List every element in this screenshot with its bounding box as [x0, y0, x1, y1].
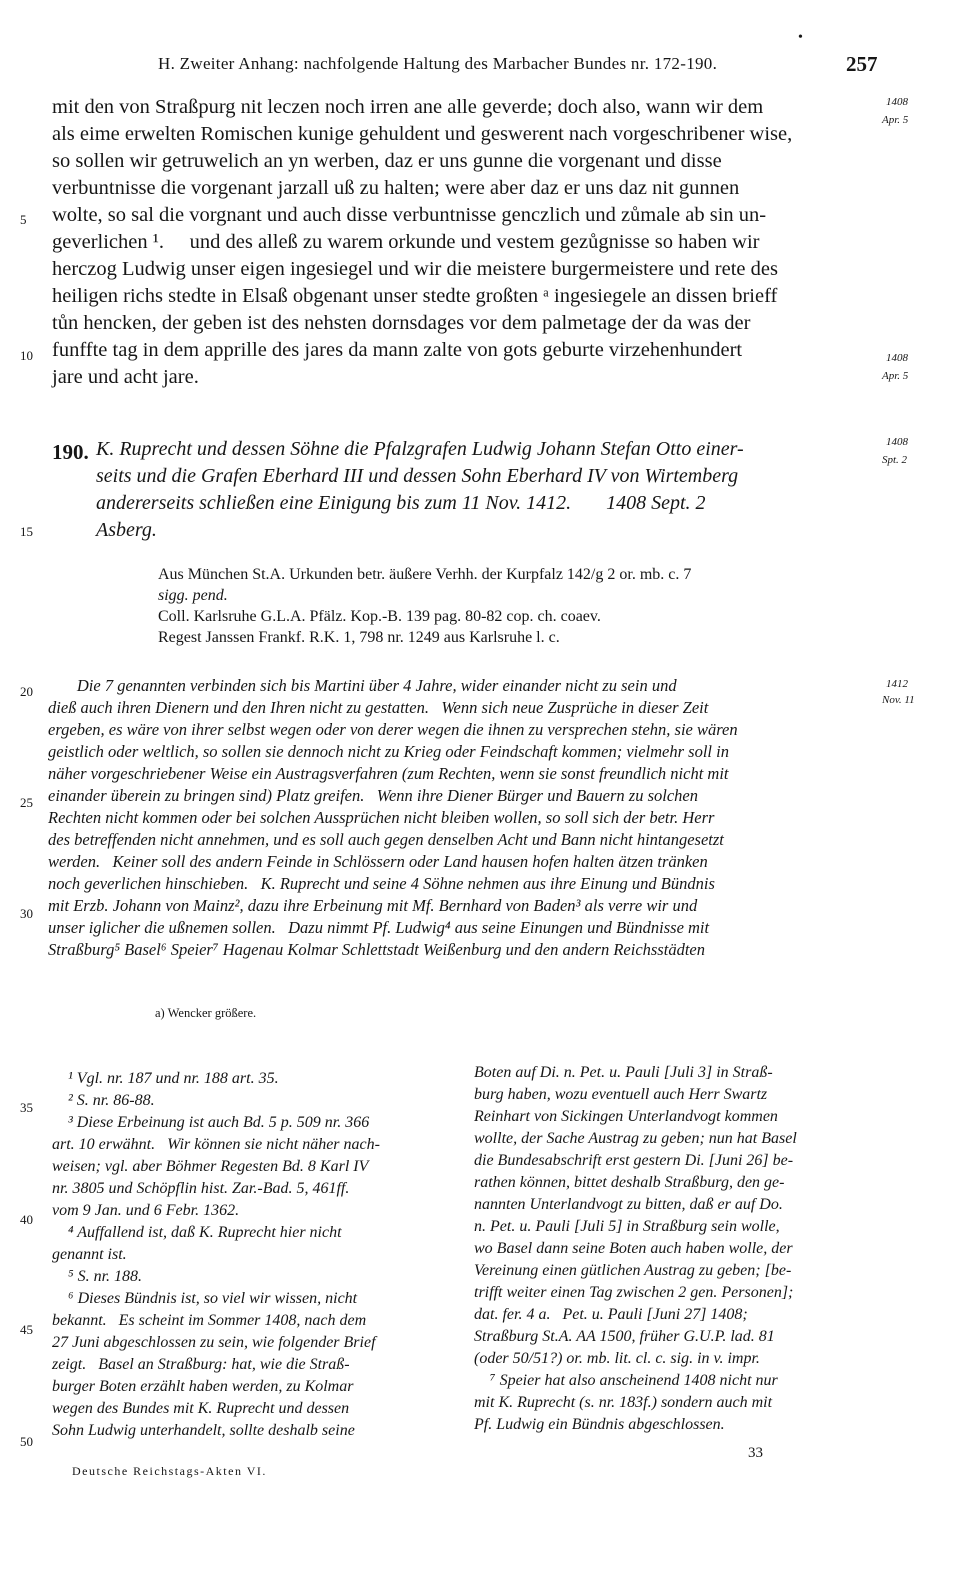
body-line: jare und acht jare.	[52, 366, 199, 388]
footnote-line: art. 10 erwähnt. Wir können sie nicht näher nach-	[52, 1136, 380, 1153]
body-line: heiligen richs stedte in Elsaß obgenant unser stedte großten ᵃ ingesiegele an dissen brieff	[52, 285, 778, 307]
summary-line: des betreffenden nicht annehmen, und es soll auch gegen denselben Acht und Bann nicht hintangesetzt	[48, 830, 724, 849]
line-number: 25	[20, 795, 33, 810]
body-line: wolte, so sal die vorgnant und auch disse verbuntnisse genczlich und zůmale ab sin un-	[52, 204, 767, 226]
summary-line: Die 7 genannten verbinden sich bis Martini über 4 Jahre, wider einander nicht zu sein und	[48, 676, 677, 695]
margin-year: 1408	[886, 436, 908, 448]
summary-line: Straßburg⁵ Basel⁶ Speier⁷ Hagenau Kolmar Schlettstadt Weißenburg und den andern Reichsstädten	[48, 940, 705, 959]
footnote-line: burg haben, wozu eventuell auch Herr Swartz	[474, 1086, 768, 1103]
section-heading-line: andererseits schließen eine Einigung bis zum 11 Nov. 1412. 1408 Sept. 2	[96, 492, 706, 514]
summary-line: geistlich oder weltlich, so sollen sie dennoch nicht zu Krieg oder Feindschaft kommen; vielmehr soll in	[48, 742, 729, 761]
line-number: 50	[20, 1434, 33, 1449]
footnote-line: dat. fer. 4 a. Pet. u. Pauli [Juni 27] 1408;	[474, 1306, 748, 1323]
footnote-line: Straßburg St.A. AA 1500, früher G.U.P. lad. 81	[474, 1328, 775, 1345]
footnote-line: burger Boten erzählt haben werden, zu Kolmar	[52, 1378, 354, 1395]
footnote-line: ⁷ Speier hat also anscheinend 1408 nicht nur	[474, 1372, 778, 1389]
footnote-line: ⁵ S. nr. 188.	[52, 1268, 143, 1285]
footnote-line: vom 9 Jan. und 6 Febr. 1362.	[52, 1202, 240, 1219]
margin-date: Apr. 5	[882, 370, 909, 382]
body-line: funffte tag in dem apprille des jares da mann zalte von gots geburte virzehenhundert	[52, 339, 743, 361]
line-number: 20	[20, 684, 33, 699]
footnote-line: Vereinung einen gütlichen Austrag zu geben; [be-	[474, 1262, 792, 1279]
body-line: so sollen wir getruwelich an yn werben, daz er uns gunne die vorgenant und disse	[52, 150, 722, 172]
margin-year: 1408	[886, 352, 908, 364]
margin-date: Nov. 11	[882, 694, 915, 706]
footnote-line: ³ Diese Erbeinung ist auch Bd. 5 p. 509 nr. 366	[52, 1114, 370, 1131]
section-heading-line: Asberg.	[96, 519, 157, 541]
line-number: 10	[20, 348, 33, 363]
summary-line: ergeben, es wäre von ihrer selbst wegen oder von derer wegen die ihnen zu versprechen stehn, sie wären	[48, 720, 738, 739]
running-header: H. Zweiter Anhang: nachfolgende Haltung des Marbacher Bundes nr. 172-190.	[158, 54, 718, 73]
section-number: 190.	[52, 440, 89, 464]
footnote-line: die Bundesabschrift erst gestern Di. [Juni 26] be-	[474, 1152, 794, 1169]
line-number: 30	[20, 906, 33, 921]
footnote-line: wollte, der Sache Austrag zu geben; nun hat Basel	[474, 1130, 797, 1147]
footnote-line: genannt ist.	[52, 1246, 127, 1263]
body-line: als eime erwelten Romischen kunige gehuldent und geswerent nach vorgeschribener wise,	[52, 123, 793, 145]
footnote-line: zeigt. Basel an Straßburg: hat, wie die Straß-	[52, 1356, 350, 1373]
footnote-line: ¹ Vgl. nr. 187 und nr. 188 art. 35.	[52, 1070, 279, 1087]
line-number: 40	[20, 1212, 33, 1227]
footnote-line: ² S. nr. 86-88.	[52, 1092, 155, 1109]
margin-year: 1412	[886, 678, 908, 690]
footnote-line: bekannt. Es scheint im Sommer 1408, nach dem	[52, 1312, 367, 1329]
footnote-line: n. Pet. u. Pauli [Juli 5] in Straßburg sein wolle,	[474, 1218, 780, 1235]
footnote-line: Boten auf Di. n. Pet. u. Pauli [Juli 3] in Straß-	[474, 1064, 773, 1081]
page-number: 257	[846, 52, 878, 76]
summary-line: werden. Keiner soll des andern Feinde in Schlössern oder Land hausen hofen halten ätzen tränken	[48, 852, 708, 871]
source-line: sigg. pend.	[158, 587, 228, 604]
margin-date: Apr. 5	[882, 114, 909, 126]
footnote-line: 27 Juni abgeschlossen zu sein, wie folgender Brief	[52, 1334, 376, 1351]
margin-year: 1408	[886, 96, 908, 108]
variant-note: a) Wencker größere.	[155, 1006, 257, 1020]
source-line: Coll. Karlsruhe G.L.A. Pfälz. Kop.-B. 139 pag. 80-82 cop. ch. coaev.	[158, 608, 601, 625]
summary-line: einander überein zu bringen sind) Platz greifen. Wenn ihre Diener Bürger und Bauern zu solchen	[48, 786, 698, 805]
summary-line: unser iglicher die ußnemen sollen. Dazu nimmt Pf. Ludwig⁴ aus seine Einungen und Bündnisse mit	[48, 918, 710, 937]
line-number: 35	[20, 1100, 33, 1115]
summary-line: dieß auch ihren Dienern und den Ihren nicht zu gestatten. Wenn sich neue Zusprüche in dieser Zeit	[48, 698, 709, 717]
body-line: verbuntnisse die vorgenant jarzall uß zu halten; were aber daz er uns daz nit gunnen	[52, 177, 740, 199]
footnote-line: wegen des Bundes mit K. Ruprecht und dessen	[52, 1400, 350, 1417]
page-mark: •	[798, 30, 803, 45]
section-heading-line: seits und die Grafen Eberhard III und dessen Sohn Eberhard IV von Wirtemberg	[96, 465, 739, 487]
body-line: mit den von Straßpurg nit leczen noch irren ane alle geverde; doch also, wann wir dem	[52, 96, 764, 118]
footnote-line: (oder 50/51?) or. mb. lit. cl. c. sig. in v. impr.	[474, 1350, 760, 1367]
section-heading-line: K. Ruprecht und dessen Söhne die Pfalzgrafen Ludwig Johann Stefan Otto einer-	[96, 438, 744, 460]
line-number: 45	[20, 1322, 33, 1337]
source-line: Aus München St.A. Urkunden betr. äußere Verhh. der Kurpfalz 142/g 2 or. mb. c. 7	[158, 566, 692, 583]
summary-line: Rechten nicht kommen oder bei solchen Aussprüchen nicht bleiben wollen, so soll sich der betr. Herr	[48, 808, 715, 827]
footnote-line: Pf. Ludwig ein Bündnis abgeschlossen.	[474, 1416, 725, 1433]
footnote-line: nannten Unterlandvogt zu bitten, daß er auf Do.	[474, 1196, 783, 1213]
line-number: 5	[20, 212, 27, 227]
footnote-line: Reinhart von Sickingen Unterlandvogt kommen	[474, 1108, 778, 1125]
margin-date: Spt. 2	[882, 454, 908, 466]
source-line: Regest Janssen Frankf. R.K. 1, 798 nr. 1249 aus Karlsruhe l. c.	[158, 629, 560, 646]
signature-mark: 33	[748, 1445, 763, 1461]
summary-line: noch geverlichen hinschieben. K. Ruprecht und seine 4 Söhne nehmen aus ihre Einung und Bündnis	[48, 874, 715, 893]
body-line: geverlichen ¹. und des alleß zu warem orkunde und vestem gezůgnisse so haben wir	[52, 231, 760, 253]
summary-line: mit Erzb. Johann von Mainz², dazu ihre Erbeinung mit Mf. Bernhard von Baden³ als verre wir und	[48, 896, 698, 915]
footnote-line: weisen; vgl. aber Böhmer Regesten Bd. 8 Karl IV	[52, 1158, 369, 1175]
footnote-line: trifft weiter einen Tag zwischen 2 gen. Personen];	[474, 1284, 794, 1301]
footer-series-title: Deutsche Reichstags-Akten VI.	[72, 1464, 267, 1478]
body-line: tůn hencken, der geben ist des nehsten dornsdages vor dem palmetage der da was der	[52, 312, 751, 334]
footnote-line: Sohn Ludwig unterhandelt, sollte deshalb seine	[52, 1422, 355, 1439]
summary-line: näher vorgeschriebener Weise ein Austragsverfahren (zum Rechten, wenn sie sonst freundlich nicht mit	[48, 764, 729, 783]
footnote-line: mit K. Ruprecht (s. nr. 183f.) sondern auch mit	[474, 1394, 773, 1411]
footnote-line: wo Basel dann seine Boten auch haben wolle, der	[474, 1240, 793, 1257]
footnote-line: nr. 3805 und Schöpflin hist. Zar.-Bad. 5, 461ff.	[52, 1180, 350, 1197]
body-line: herczog Ludwig unser eigen ingesiegel und wir die meistere burgermeistere und rete des	[52, 258, 778, 280]
line-number: 15	[20, 524, 33, 539]
footnote-line: rathen können, bittet deshalb Straßburg, den ge-	[474, 1174, 785, 1191]
footnote-line: ⁶ Dieses Bündnis ist, so viel wir wissen, nicht	[52, 1290, 358, 1307]
footnote-line: ⁴ Auffallend ist, daß K. Ruprecht hier nicht	[52, 1224, 342, 1241]
